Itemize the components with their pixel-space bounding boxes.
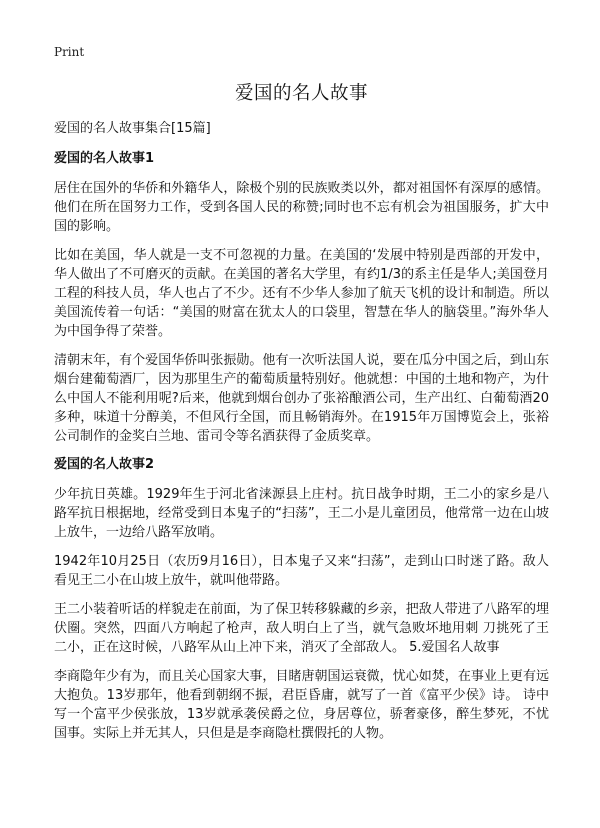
paragraph: 少年抗日英雄。1929年生于河北省涞源县上庄村。抗日战争时期，王二小的家乡是八路军抗日根据地，经常受到日本鬼子的“扫荡”，王二小是儿童团员，他常常一边在山坡上放牛，一边给八路军放哨。 (54, 487, 549, 540)
print-label: Print (54, 45, 85, 59)
story-section-2 (54, 456, 549, 743)
paragraph: 比如在美国，华人就是一支不可忽视的力量。在美国的‘发展中特别是西部的开发中，华人做出了不可磨灭的贡献。在美国的著名大学里，有约1/3的系主任是华人;美国登月工程的科技人员，华人也占了不少。还有不少华人参加了航天飞机的设计和制造。所以美国流传着一句话：“美国的财富在犹太人的口袋里，智慧在华人的脑袋里。”海外华人为中国争得了荣誉。 (54, 248, 549, 339)
paragraph: 李商隐年少有为，而且关心国家大事，目睹唐朝国运衰微，忧心如焚，在事业上更有远大抱负。13岁那年，他看到朝纲不振，君臣昏庸，就写了一首《富平少侯》诗。 诗中写一个富平少侯张放，13岁就承袭侯爵之位，身居尊位，骄奢豪侈，醉生梦死，不忧国事。实际上并无其人，只但是是李商隐杜撰假托的人物。 (54, 669, 549, 741)
section-heading: 爱国的名人故事2 (54, 457, 155, 472)
paragraph: 王二小装着听话的样貌走在前面，为了保卫转移躲藏的乡亲，把敌人带进了八路军的埋伏圈。突然，四面八方响起了枪声，敌人明白上了当，就气急败坏地用刺 刀挑死了王二小，正在这时候，八路军从山上冲下来，消灭了全部敌人。 5.爱国名人故事 (54, 602, 549, 655)
section-heading: 爱国的名人故事1 (54, 151, 155, 166)
story-section-1 (54, 150, 549, 446)
paragraph: 居住在国外的华侨和外籍华人，除极个别的民族败类以外，都对祖国怀有深厚的感情。他们在所在国努力工作，受到各国人民的称赞;同时也不忘有机会为祖国服务，扩大中国的影响。 (54, 181, 549, 234)
collection-label: 爱国的名人故事集合[15篇] (54, 121, 211, 136)
paragraph: 清朝末年，有个爱国华侨叫张振勋。他有一次听法国人说，要在瓜分中国之后，到山东烟台建葡萄酒厂，因为那里生产的葡萄质量特别好。他就想：中国的土地和物产，为什么中国人不能利用呢?后来，他就到烟台创办了张裕酿酒公司，生产出红、白葡萄酒20多种，味道十分醇美，不但风行全国，而且畅销海外。在1915年万国博览会上，张裕公司制作的金奖白兰地、雷司令等名酒获得了金质奖章。 (54, 353, 549, 444)
paragraph: 1942年10月25日（农历9月16日），日本鬼子又来“扫荡”，走到山口时迷了路。敌人看见王二小在山坡上放牛，就叫他带路。 (54, 554, 549, 588)
page-title: 爱国的名人故事 (234, 83, 368, 104)
